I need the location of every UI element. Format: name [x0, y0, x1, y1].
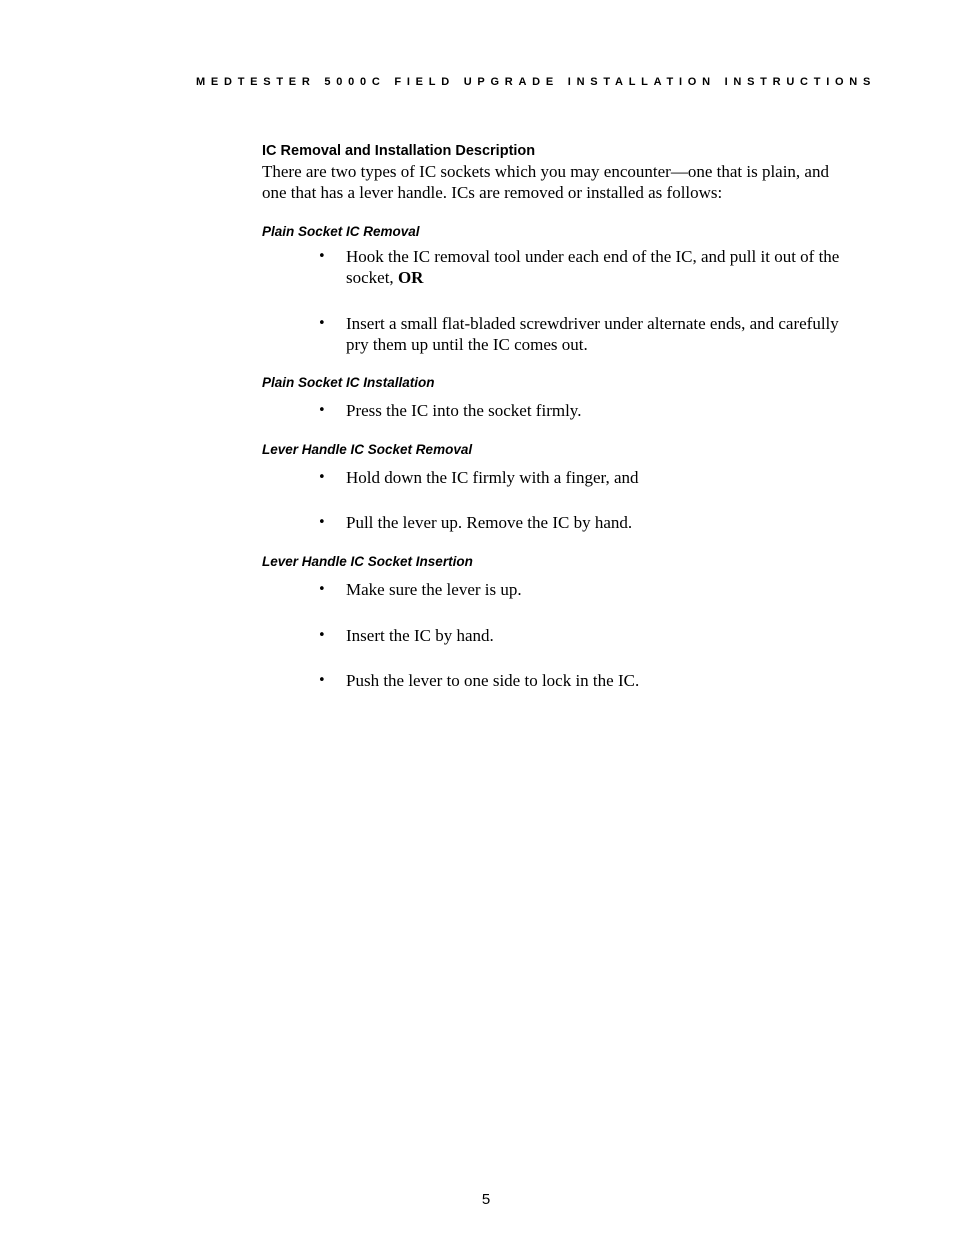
bullet-list-lever-removal [262, 467, 852, 533]
list-item [262, 512, 852, 533]
bullet-icon: • [318, 582, 326, 597]
intro-paragraph: There are two types of IC sockets which you may encounter—one that is plain, and one that has a lever handle. ICs are removed or installed as follows: [262, 162, 829, 202]
subsection-heading-lever-removal: Lever Handle IC Socket Removal [262, 442, 473, 457]
list-item-text: Pull the lever up. Remove the IC by hand. [346, 513, 633, 532]
subsection-heading-plain-removal: Plain Socket IC Removal [262, 224, 420, 239]
document-body [262, 142, 852, 691]
list-item [262, 246, 852, 288]
subsection-heading-plain-installation: Plain Socket IC Installation [262, 375, 435, 390]
list-item-text: Press the IC into the socket firmly. [346, 401, 582, 420]
list-item-text: Insert the IC by hand. [346, 626, 494, 645]
bullet-icon: • [318, 316, 326, 331]
bullet-icon: • [318, 628, 326, 643]
list-item-text: Push the lever to one side to lock in the IC. [346, 671, 640, 690]
list-item-text: Hold down the IC firmly with a finger, and [346, 468, 639, 487]
list-item [262, 579, 852, 600]
section-title: IC Removal and Installation Description [262, 143, 536, 159]
list-item-text: Make sure the lever is up. [346, 580, 522, 599]
running-header: MEDTESTER 5000C FIELD UPGRADE INSTALLATION INSTRUCTIONS [196, 76, 877, 88]
bullet-icon: • [318, 515, 326, 530]
list-item [262, 400, 852, 421]
list-item [262, 670, 852, 691]
list-item [262, 625, 852, 646]
bullet-list-lever-insertion [262, 579, 852, 691]
bullet-list-plain-installation [262, 400, 852, 421]
bullet-icon: • [318, 470, 326, 485]
subsection-heading-lever-insertion: Lever Handle IC Socket Insertion [262, 554, 473, 569]
bullet-icon: • [318, 403, 326, 418]
list-item [262, 467, 852, 488]
bullet-list-plain-removal [262, 246, 852, 355]
emphasis-or: OR [397, 268, 424, 287]
list-item [262, 313, 852, 355]
page-number: 5 [481, 1191, 491, 1208]
list-item-text: Insert a small flat-bladed screwdriver under alternate ends, and carefully pry them up until the IC comes out. [346, 314, 839, 354]
bullet-icon: • [318, 673, 326, 688]
list-item-text: Hook the IC removal tool under each end of the IC, and pull it out of the socket, [346, 247, 840, 287]
bullet-icon: • [318, 249, 326, 264]
